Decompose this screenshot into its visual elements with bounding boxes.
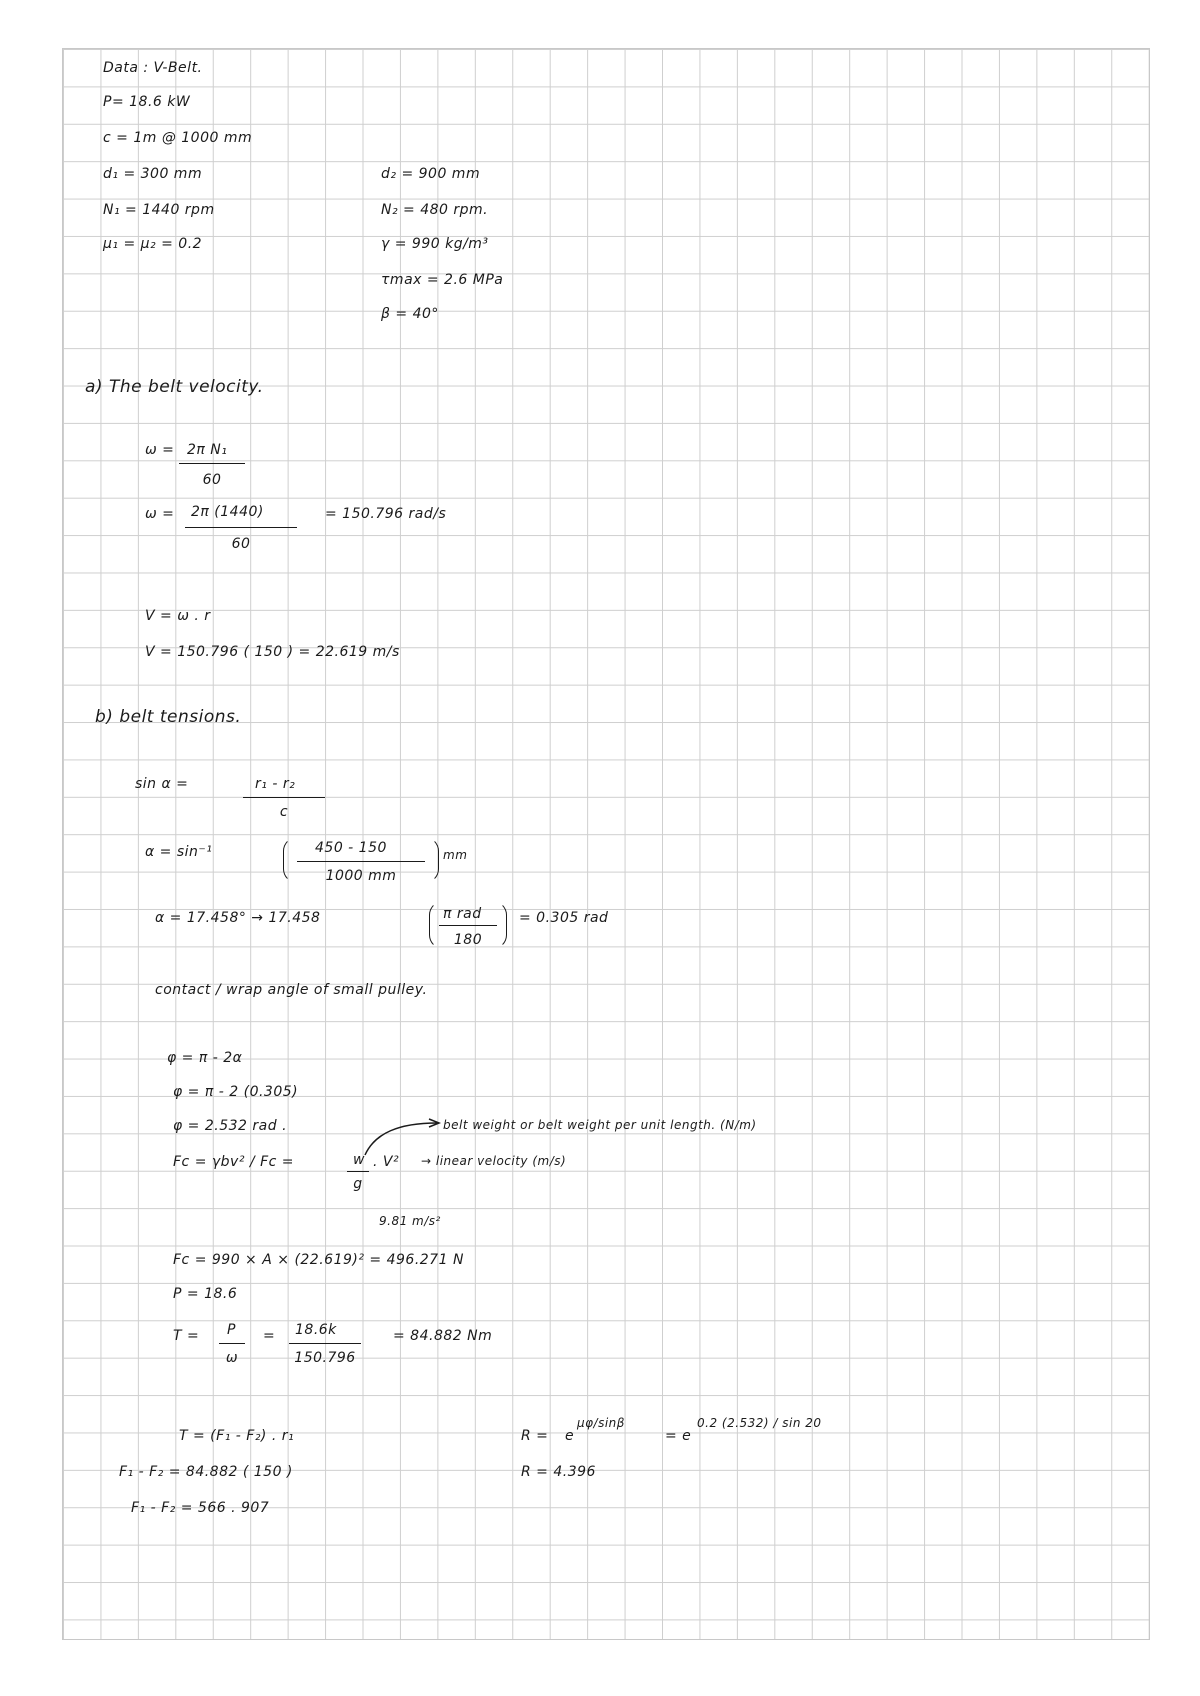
given-n1: N₁ = 1440 rpm: [103, 202, 215, 218]
given-title: Data : V-Belt.: [103, 60, 203, 76]
belt-weight-arrow: [363, 1117, 443, 1157]
power-value: P = 18.6: [173, 1286, 238, 1302]
torque-denominator-1: ω: [225, 1350, 239, 1366]
linear-velocity-note: → linear velocity (m/s): [421, 1154, 567, 1168]
gravity-value: 9.81 m/s²: [379, 1214, 441, 1228]
phi-substituted: φ = π - 2 (0.305): [173, 1084, 299, 1100]
sin-alpha-denominator: c: [279, 804, 289, 820]
ratio-lhs: R =: [521, 1428, 549, 1444]
given-n2: N₂ = 480 rpm.: [381, 202, 489, 218]
wrap-angle-note: contact / wrap angle of small pulley.: [155, 982, 428, 998]
velocity-formula: V = ω . r: [145, 608, 211, 624]
tension-ratio-value: R = 4.396: [521, 1464, 596, 1480]
tension-difference-2: F₁ - F₂ = 566 . 907: [131, 1500, 270, 1516]
torque-denominator-2: 150.796: [294, 1350, 356, 1366]
torque-numerator-1: P: [227, 1322, 236, 1338]
omega-substituted-numerator: 2π (1440): [191, 504, 264, 520]
given-d2: d₂ = 900 mm: [381, 166, 481, 182]
given-tau-max: τmax = 2.6 MPa: [381, 272, 504, 288]
torque-equals: =: [263, 1328, 276, 1344]
omega-denominator: 60: [202, 472, 222, 488]
alpha-conversion-bar: [439, 925, 497, 926]
omega-lhs: ω =: [145, 442, 175, 458]
belt-weight-note: belt weight or belt weight per unit length. (N/m): [443, 1118, 757, 1132]
alpha-numerator: 450 - 150: [315, 840, 387, 856]
given-d1: d₁ = 300 mm: [103, 166, 203, 182]
ratio-equals-e: = e: [665, 1428, 692, 1444]
ratio-exponent-1: μφ/sinβ: [577, 1416, 625, 1430]
omega-result: = 150.796 rad/s: [325, 506, 447, 522]
given-beta: β = 40°: [381, 306, 439, 322]
alpha-unit: mm: [443, 848, 468, 862]
torque-result: = 84.882 Nm: [393, 1328, 493, 1344]
torque-bar-1: [219, 1343, 245, 1344]
torque-lhs: T =: [173, 1328, 200, 1344]
given-center-distance: c = 1m @ 1000 mm: [103, 130, 253, 146]
alpha-denominator: 1000 mm: [325, 868, 397, 884]
given-mu: μ₁ = μ₂ = 0.2: [103, 236, 203, 252]
w-over-g-bar: [347, 1171, 369, 1172]
velocity-result: V = 150.796 ( 150 ) = 22.619 m/s: [145, 644, 400, 660]
alpha-conversion-numerator: π rad: [443, 906, 482, 922]
given-gamma: γ = 990 kg/m³: [381, 236, 489, 252]
omega-substituted-lhs: ω =: [145, 506, 175, 522]
phi-formula: φ = π - 2α: [167, 1050, 243, 1066]
tension-ratio-expression: [521, 1415, 941, 1455]
centrifugal-force-formula: Fc = γbv² / Fc =: [173, 1154, 294, 1170]
w-over-g-denominator: g: [353, 1176, 363, 1192]
centrifugal-force-result: Fc = 990 × A × (22.619)² = 496.271 N: [173, 1252, 464, 1268]
velocity-squared: . V²: [373, 1154, 400, 1170]
omega-substituted-bar: [185, 527, 297, 528]
w-over-g-numerator: w: [353, 1152, 365, 1168]
omega-fraction-bar: [179, 463, 245, 464]
torque-numerator-2: 18.6k: [295, 1322, 337, 1338]
ratio-base: e: [565, 1428, 575, 1444]
alpha-lhs: α = sin⁻¹: [145, 844, 213, 860]
graph-paper-sheet: [62, 48, 1150, 1640]
part-b-heading: b) belt tensions.: [95, 707, 242, 727]
ratio-exponent-2: 0.2 (2.532) / sin 20: [697, 1416, 822, 1430]
alpha-value-lhs: α = 17.458° → 17.458: [155, 910, 321, 926]
alpha-bar: [297, 861, 425, 862]
alpha-conversion-denominator: 180: [453, 932, 483, 948]
tension-difference-1: F₁ - F₂ = 84.882 ( 150 ): [119, 1464, 293, 1480]
sin-alpha-numerator: r₁ - r₂: [255, 776, 296, 792]
omega-numerator: 2π N₁: [187, 442, 228, 458]
omega-substituted-denominator: 60: [231, 536, 251, 552]
sin-alpha-lhs: sin α =: [135, 776, 189, 792]
phi-result: φ = 2.532 rad .: [173, 1118, 288, 1134]
alpha-value-rhs: = 0.305 rad: [519, 910, 609, 926]
given-power: P= 18.6 kW: [103, 94, 191, 110]
sin-alpha-bar: [243, 797, 325, 798]
part-a-heading: a) The belt velocity.: [85, 377, 264, 397]
torque-bar-2: [289, 1343, 361, 1344]
torque-relation: T = (F₁ - F₂) . r₁: [179, 1428, 295, 1444]
